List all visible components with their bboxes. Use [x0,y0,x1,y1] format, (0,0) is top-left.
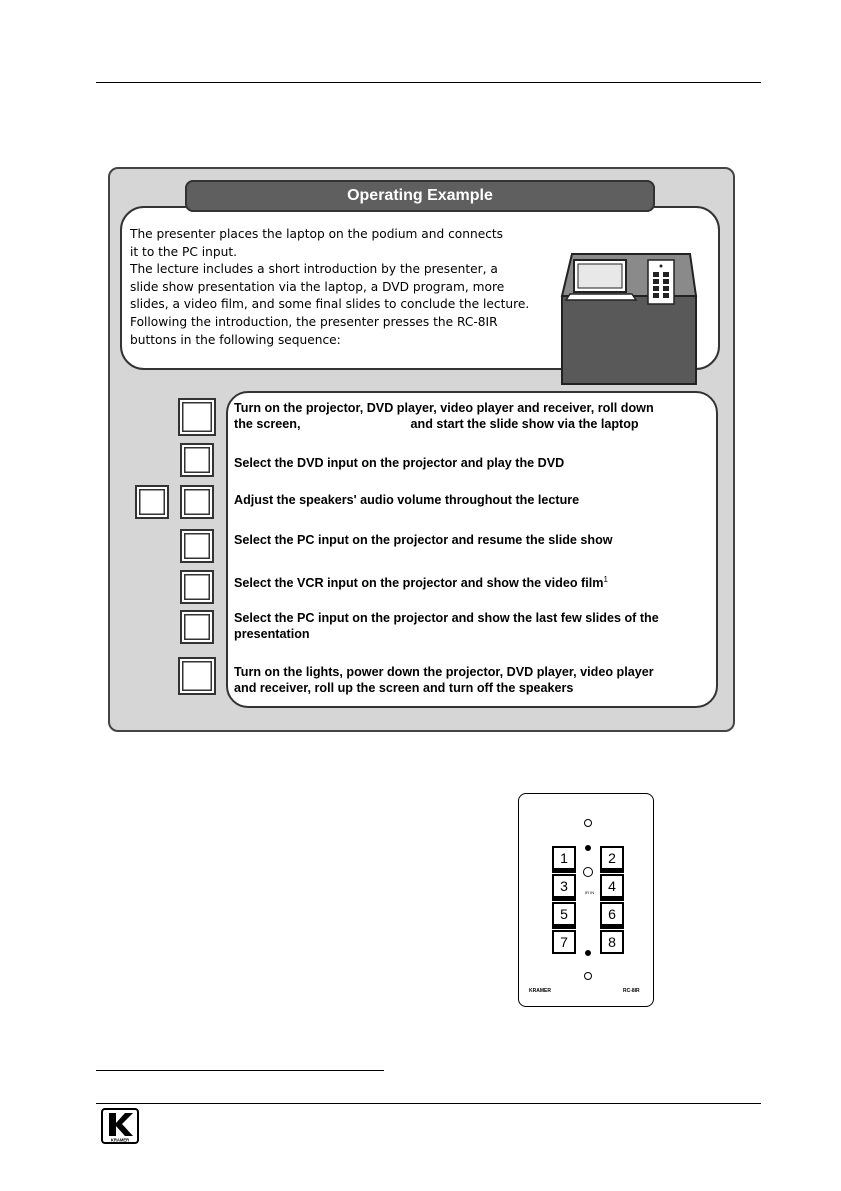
footer-rule [96,1103,761,1104]
step-text-line: Select the PC input on the projector and resume the slide show [234,533,613,547]
panel-button-6: 6 [600,902,624,926]
step-7 [234,664,712,696]
step-6 [234,610,712,642]
step-text-line: and receiver, roll up the screen and turn off the speakers [234,681,574,695]
step-5 [234,572,712,591]
step-text-line: Select the DVD input on the projector and play the DVD [234,456,565,470]
panel-button-2: 2 [600,846,624,870]
kramer-logo-icon [101,1108,139,1144]
intro-line: slides, a video film, and some final slides to conclude the lecture. [130,297,530,312]
svg-text:KRAMER: KRAMER [110,1137,130,1143]
step-text-line [234,416,712,432]
panel-model: RC-8IR [623,988,640,994]
step-text-segment: the screen, [234,417,301,431]
step-key [180,529,214,563]
step-text-segment: Select the VCR input on the projector and show the video film [234,576,604,591]
ir-sensor-icon [583,867,593,877]
panel-brand: KRAMER [529,988,551,994]
step-key [135,485,169,519]
intro-line: The lecture includes a short introduction by the presenter, a [130,262,498,277]
step-text-line: Turn on the projector, DVD player, video player and receiver, roll down [234,401,654,415]
header-rule [96,82,761,83]
intro-line: buttons in the following sequence: [130,332,341,347]
indicator-led-icon [585,845,591,851]
bottom-led-icon [584,972,592,980]
step-4 [234,532,712,548]
ir-label: IR IN [585,890,595,895]
intro-line: slide show presentation via the laptop, a DVD program, more [130,279,505,294]
step-text-line: Select the PC input on the projector and show the last few slides of the [234,611,659,625]
intro-line: The presenter places the laptop on the podium and connects [130,227,504,241]
panel-button-1: 1 [552,846,576,870]
panel-button-7: 7 [552,930,576,954]
step-2 [234,455,712,471]
panel-button-3: 3 [552,874,576,898]
figure-title: Operating Example [185,180,655,212]
panel-button-5: 5 [552,902,576,926]
intro-text [130,226,560,349]
intro-line: Following the introduction, the presenter presses the RC-8IR [130,314,498,329]
top-led-icon [584,819,592,827]
step-key [180,610,214,644]
step-text-line: presentation [234,627,310,641]
indicator-led-icon [585,950,591,956]
step-key [180,485,214,519]
step-text-line: Adjust the speakers' audio volume throughout the lecture [234,493,580,507]
footnote-ref: 1 [603,575,608,584]
panel-button-4: 4 [600,874,624,898]
step-key [178,398,216,436]
step-text-line: Turn on the lights, power down the projector, DVD player, video player [234,665,654,679]
step-key [178,657,216,695]
steps-box [226,391,718,708]
footnote-rule [96,1070,384,1071]
step-text-line [234,572,712,591]
intro-line: it to the PC input. [130,244,237,259]
panel-button-8: 8 [600,930,624,954]
step-1 [234,400,712,432]
podium-illustration [560,252,698,386]
step-key [180,570,214,604]
step-key [180,443,214,477]
step-3 [234,492,712,508]
step-text-segment: and start the slide show via the laptop [410,417,639,431]
